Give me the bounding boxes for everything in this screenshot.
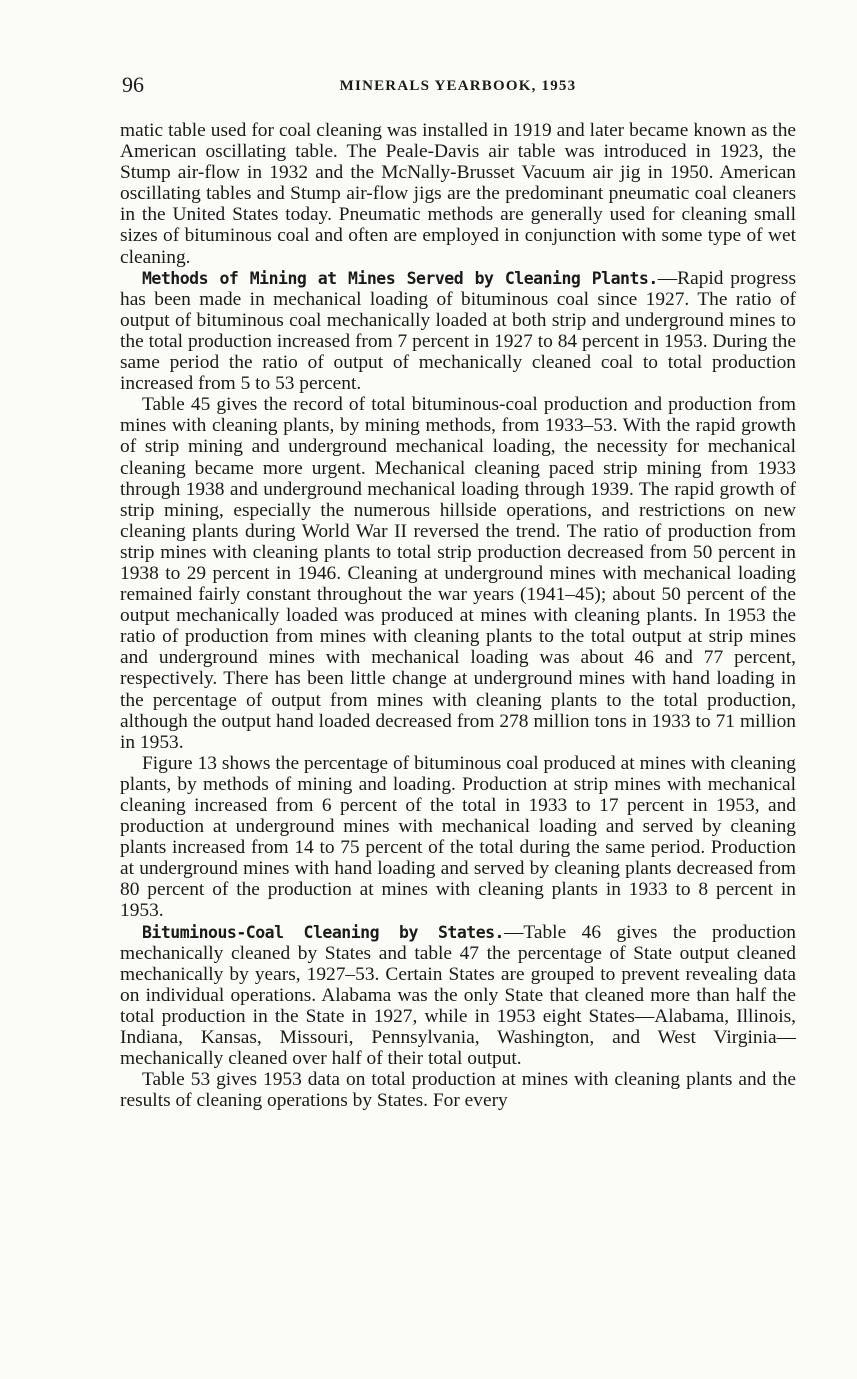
paragraph — [120, 922, 796, 1070]
paragraph-text: Table 53 gives 1953 data on total production at mines with cleaning plants and the results of cleaning operations by States. For every — [120, 1069, 796, 1112]
paragraph-text: —Table 46 gives the production mechanically cleaned by States and table 47 the percentage of State output cleaned mechanically by years, 1927–53. Certain States are grouped to prevent revealing data on individual operations. Alabama was the only State that cleaned more than half the total production in the State in 1927, while in 1953 eight States—Alabama, Illinois, Indiana, Kansas, Missouri, Pennsylvania, Washington, and West Virginia—mechanically cleaned over half of their total output. — [120, 921, 796, 1070]
paragraph-text: Table 45 gives the record of total bituminous-coal production and production from mines with cleaning plants, by mining methods, from 1933–53. With the rapid growth of strip mining and underground mechanical loading, the necessity for mechanical cleaning became more urgent. Mechanical cleaning paced strip mining from 1933 through 1938 and underground mechanical loading through 1939. The rapid growth of strip mining, especially the numerous hillside operations, and restrictions on new cleaning plants during World War II reversed the trend. The ratio of production from strip mines with cleaning plants to total strip production decreased from 50 percent in 1938 to 29 percent in 1946. Cleaning at underground mines with mechanical loading remained fairly constant throughout the war years (1941–45); about 50 percent of the output mechanically loaded was produced at mines with cleaning plants. In 1953 the ratio of production from mines with cleaning plants to the total output at strip mines and underground mines with mechanical loading was about 46 and 77 percent, respectively. There has been little change at underground mines with hand loading in the percentage of output from mines with cleaning plants to the total production, although the output hand loaded decreased from 278 million tons in 1933 to 71 million in 1953. — [120, 394, 796, 753]
paragraph — [120, 1069, 796, 1111]
paragraph — [120, 268, 796, 395]
paragraph-text: —Rapid progress has been made in mechanical loading of bituminous coal since 1927. The ratio of output of bituminous coal mechanically loaded at both strip and underground mines to the total production increased from 7 percent in 1927 to 84 percent in 1953. During the same period the ratio of output of mechanically cleaned coal to total production increased from 5 to 53 percent. — [120, 267, 796, 395]
paragraph — [120, 120, 796, 268]
paragraph-text: Figure 13 shows the percentage of bituminous coal produced at mines with cleaning plants, by methods of mining and loading. Production at strip mines with mechanical cleaning increased from 6 percent of the total in 1933 to 17 percent in 1953, and production at underground mines with mechanical loading and served by cleaning plants increased from 14 to 75 percent of the total during the same period. Production at underground mines with hand loading and served by cleaning plants decreased from 80 percent of the production at mines with cleaning plants in 1933 to 8 percent in 1953. — [120, 752, 796, 922]
paragraph — [120, 753, 796, 922]
section-heading: Bituminous-Coal Cleaning by States. — [142, 922, 504, 942]
body-text — [120, 120, 796, 1111]
page-header — [120, 72, 796, 102]
paragraph — [120, 394, 796, 753]
paragraph-text: matic table used for coal cleaning was installed in 1919 and later became known as the American oscillating table. The Peale-Davis air table was introduced in 1923, the Stump air-flow in 1932 and the McNally-Brusset Vacuum air jig in 1950. American oscillating tables and Stump air-flow jigs are the predominant pneumatic coal cleaners in the United States today. Pneumatic methods are generally used for cleaning small sizes of bituminous coal and often are employed in conjunction with some type of wet cleaning. — [120, 120, 796, 268]
section-heading: Methods of Mining at Mines Served by Cleaning Plants. — [142, 268, 658, 288]
running-title: MINERALS YEARBOOK, 1953 — [339, 78, 577, 94]
page-number: 96 — [122, 72, 144, 97]
